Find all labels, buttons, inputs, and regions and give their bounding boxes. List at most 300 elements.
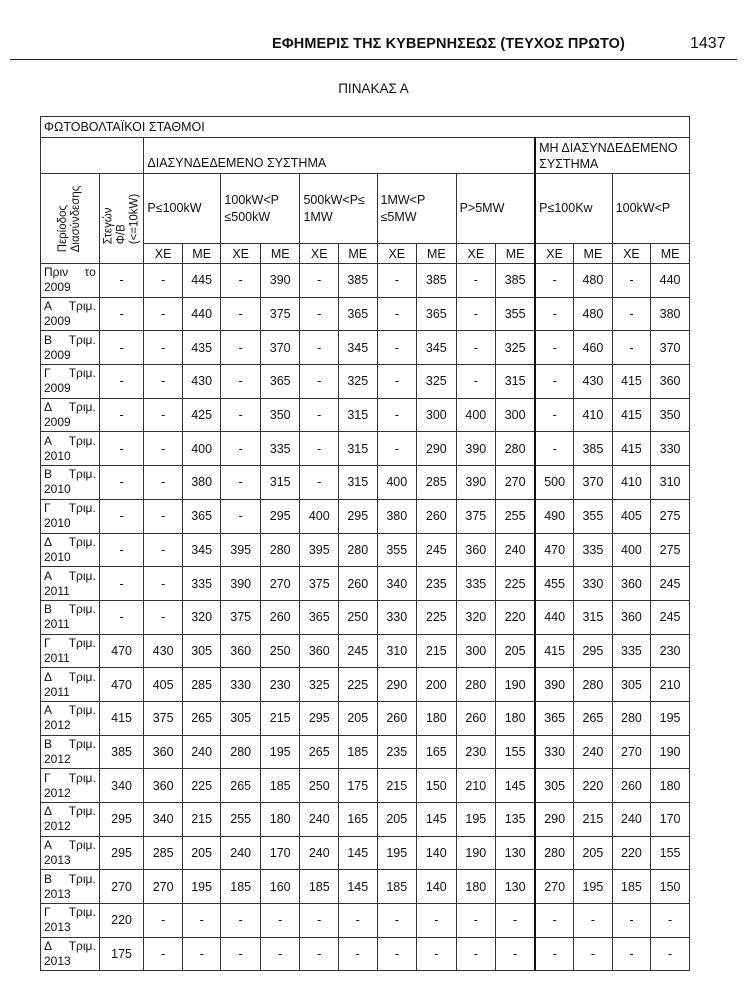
value-cell: 385 (339, 264, 378, 298)
roof-header-line2: Φ/Β (115, 223, 128, 244)
value-cell: 225 (496, 567, 536, 601)
value-cell: 360 (612, 600, 651, 634)
value-cell: 425 (182, 398, 221, 432)
value-cell: 220 (99, 904, 144, 938)
value-cell: - (377, 398, 417, 432)
value-cell: 400 (377, 466, 417, 500)
value-cell: 430 (182, 365, 221, 399)
section-connected: ΔΙΑΣΥΝΔΕΔΕΜΕΝΟ ΣΥΣΤΗΜΑ (144, 138, 535, 174)
value-cell: 400 (182, 432, 221, 466)
roof-header-line3: (<=10kW) (128, 193, 141, 244)
value-cell: 385 (99, 735, 144, 769)
table-row (41, 331, 690, 365)
value-cell: 355 (377, 533, 417, 567)
value-cell: 265 (574, 701, 613, 735)
value-cell: 240 (221, 836, 261, 870)
value-cell: 170 (260, 836, 300, 870)
value-cell: 160 (260, 870, 300, 904)
value-cell: 195 (260, 735, 300, 769)
value-cell: 275 (651, 499, 690, 533)
value-cell: - (339, 937, 378, 971)
value-cell: - (612, 297, 651, 331)
value-cell: - (300, 297, 339, 331)
value-cell: - (221, 432, 261, 466)
value-cell: - (377, 937, 417, 971)
value-cell: - (535, 365, 574, 399)
value-cell: 145 (339, 870, 378, 904)
value-cell: 305 (182, 634, 221, 668)
value-cell: - (144, 264, 183, 298)
value-cell: 355 (574, 499, 613, 533)
value-cell: 260 (260, 600, 300, 634)
value-cell: - (612, 264, 651, 298)
value-cell: 335 (574, 533, 613, 567)
value-cell: 360 (612, 567, 651, 601)
value-cell: 360 (144, 735, 183, 769)
value-cell: 400 (300, 499, 339, 533)
value-cell: - (300, 264, 339, 298)
value-cell: - (456, 297, 496, 331)
me-subheader: ΜΕ (182, 244, 221, 264)
period-cell: Β Τριμ. 2012 (41, 735, 100, 769)
value-cell: - (221, 937, 261, 971)
value-cell: 190 (651, 735, 690, 769)
xe-subheader: ΧΕ (456, 244, 496, 264)
value-cell: - (99, 297, 144, 331)
value-cell: - (339, 904, 378, 938)
value-cell: - (99, 567, 144, 601)
value-cell: - (377, 365, 417, 399)
period-cell: Γ Τριμ. 2013 (41, 904, 100, 938)
period-header-line2: Διασύνδεσης (69, 185, 82, 252)
value-cell: 330 (651, 432, 690, 466)
value-cell: 360 (144, 769, 183, 803)
value-cell: 260 (612, 769, 651, 803)
value-cell: - (651, 904, 690, 938)
value-cell: - (456, 937, 496, 971)
value-cell: - (221, 499, 261, 533)
value-cell: - (535, 331, 574, 365)
value-cell: - (99, 600, 144, 634)
value-cell: - (182, 937, 221, 971)
value-cell: 155 (651, 836, 690, 870)
value-cell: 375 (260, 297, 300, 331)
value-cell: 265 (221, 769, 261, 803)
value-cell: 380 (182, 466, 221, 500)
value-cell: 365 (417, 297, 457, 331)
value-cell: - (300, 937, 339, 971)
xe-subheader: ΧΕ (221, 244, 261, 264)
value-cell: 260 (377, 701, 417, 735)
value-cell: 240 (182, 735, 221, 769)
value-cell: 175 (99, 937, 144, 971)
value-cell: 225 (339, 668, 378, 702)
value-cell: 415 (612, 365, 651, 399)
period-header-line1: Περίοδος (56, 204, 69, 252)
value-cell: 200 (417, 668, 457, 702)
value-cell: - (300, 398, 339, 432)
value-cell: 140 (417, 870, 457, 904)
period-cell: Β Τριμ. 2013 (41, 870, 100, 904)
value-cell: 225 (417, 600, 457, 634)
value-cell: 280 (456, 668, 496, 702)
value-cell: - (99, 331, 144, 365)
value-cell: - (377, 432, 417, 466)
value-cell: 130 (496, 836, 536, 870)
table-row (41, 264, 690, 298)
value-cell: 270 (496, 466, 536, 500)
value-cell: 325 (496, 331, 536, 365)
value-cell: 340 (144, 803, 183, 837)
value-cell: 185 (339, 735, 378, 769)
value-cell: 295 (260, 499, 300, 533)
value-cell: - (417, 904, 457, 938)
value-cell: 180 (260, 803, 300, 837)
period-cell: Α Τριμ. 2012 (41, 701, 100, 735)
value-cell: 270 (144, 870, 183, 904)
period-cell: Δ Τριμ. 2011 (41, 668, 100, 702)
value-cell: 180 (651, 769, 690, 803)
value-cell: 185 (612, 870, 651, 904)
value-cell: 230 (651, 634, 690, 668)
value-cell: 390 (456, 466, 496, 500)
value-cell: 320 (456, 600, 496, 634)
value-cell: - (144, 398, 183, 432)
table-row (41, 803, 690, 837)
value-cell: 205 (182, 836, 221, 870)
value-cell: 240 (300, 803, 339, 837)
value-cell: 300 (496, 398, 536, 432)
value-cell: 405 (612, 499, 651, 533)
value-cell: 215 (260, 701, 300, 735)
category-1mw-5mw: 1MW<P ≤5MW (377, 174, 456, 244)
value-cell: 455 (535, 567, 574, 601)
table-row (41, 432, 690, 466)
value-cell: 320 (182, 600, 221, 634)
value-cell: 330 (221, 668, 261, 702)
value-cell: 300 (456, 634, 496, 668)
value-cell: 185 (221, 870, 261, 904)
value-cell: 260 (456, 701, 496, 735)
value-cell: 405 (144, 668, 183, 702)
value-cell: 250 (339, 600, 378, 634)
value-cell: 235 (377, 735, 417, 769)
value-cell: 285 (144, 836, 183, 870)
value-cell: 215 (417, 634, 457, 668)
value-cell: 410 (612, 466, 651, 500)
value-cell: 150 (417, 769, 457, 803)
value-cell: 290 (535, 803, 574, 837)
value-cell: 415 (99, 701, 144, 735)
value-cell: 430 (574, 365, 613, 399)
value-cell: - (99, 365, 144, 399)
value-cell: 335 (612, 634, 651, 668)
value-cell: 180 (496, 701, 536, 735)
value-cell: - (144, 331, 183, 365)
value-cell: 265 (182, 701, 221, 735)
roof-pv-header (99, 174, 144, 264)
value-cell: - (260, 904, 300, 938)
value-cell: 180 (417, 701, 457, 735)
value-cell: 210 (456, 769, 496, 803)
value-cell: 315 (339, 466, 378, 500)
value-cell: - (651, 937, 690, 971)
value-cell: 245 (651, 567, 690, 601)
value-cell: 435 (182, 331, 221, 365)
value-cell: 195 (182, 870, 221, 904)
value-cell: 280 (339, 533, 378, 567)
value-cell: 165 (339, 803, 378, 837)
table-row (41, 668, 690, 702)
value-cell: 415 (535, 634, 574, 668)
value-cell: 155 (496, 735, 536, 769)
period-cell: Δ Τριμ. 2012 (41, 803, 100, 837)
xe-subheader: ΧΕ (377, 244, 417, 264)
period-cell: Γ Τριμ. 2012 (41, 769, 100, 803)
value-cell: 220 (496, 600, 536, 634)
gazette-header-title: ΕΦΗΜΕΡΙΣ ΤΗΣ ΚΥΒΕΡΝΗΣΕΩΣ (ΤΕΥΧΟΣ ΠΡΩΤΟ) (272, 36, 625, 52)
value-cell: 385 (574, 432, 613, 466)
value-cell: 280 (612, 701, 651, 735)
value-cell: 290 (377, 668, 417, 702)
table-row (41, 634, 690, 668)
value-cell: 255 (496, 499, 536, 533)
value-cell: - (221, 466, 261, 500)
value-cell: 220 (612, 836, 651, 870)
value-cell: 230 (260, 668, 300, 702)
value-cell: 185 (260, 769, 300, 803)
value-cell: 260 (417, 499, 457, 533)
value-cell: - (99, 466, 144, 500)
period-cell: Β Τριμ. 2010 (41, 466, 100, 500)
value-cell: - (535, 297, 574, 331)
category-500kw-1mw: 500kW<P≤ 1MW (300, 174, 377, 244)
value-cell: 165 (417, 735, 457, 769)
value-cell: 130 (496, 870, 536, 904)
value-cell: 270 (99, 870, 144, 904)
value-cell: 345 (182, 533, 221, 567)
category-nc-100kw-p: 100kW<P (612, 174, 689, 244)
value-cell: - (456, 331, 496, 365)
table-row (41, 398, 690, 432)
value-cell: 185 (300, 870, 339, 904)
value-cell: 140 (417, 836, 457, 870)
value-cell: 395 (300, 533, 339, 567)
value-cell: - (144, 533, 183, 567)
section-non-connected: ΜΗ ΔΙΑΣΥΝΔΕΔΕΜΕΝΟ ΣΥΣΤΗΜΑ (535, 138, 689, 174)
value-cell: 280 (574, 668, 613, 702)
roof-header-line1: Στεγών (102, 207, 115, 244)
value-cell: 470 (99, 668, 144, 702)
value-cell: 360 (300, 634, 339, 668)
value-cell: 235 (417, 567, 457, 601)
value-cell: 480 (574, 297, 613, 331)
table-row (41, 735, 690, 769)
me-subheader: ΜΕ (339, 244, 378, 264)
value-cell: - (377, 264, 417, 298)
value-cell: 150 (651, 870, 690, 904)
value-cell: 295 (574, 634, 613, 668)
value-cell: - (574, 937, 613, 971)
value-cell: - (300, 904, 339, 938)
value-cell: 240 (612, 803, 651, 837)
value-cell: 400 (456, 398, 496, 432)
value-cell: 310 (377, 634, 417, 668)
period-cell: Δ Τριμ. 2013 (41, 937, 100, 971)
xe-subheader: ΧΕ (300, 244, 339, 264)
value-cell: 365 (535, 701, 574, 735)
value-cell: 180 (456, 870, 496, 904)
value-cell: 315 (260, 466, 300, 500)
value-cell: - (574, 904, 613, 938)
value-cell: 240 (574, 735, 613, 769)
value-cell: 300 (417, 398, 457, 432)
table-row (41, 870, 690, 904)
me-subheader: ΜΕ (651, 244, 690, 264)
value-cell: 315 (574, 600, 613, 634)
value-cell: 375 (300, 567, 339, 601)
value-cell: 220 (574, 769, 613, 803)
value-cell: 280 (496, 432, 536, 466)
value-cell: 350 (260, 398, 300, 432)
value-cell: - (144, 297, 183, 331)
period-cell: Γ Τριμ. 2011 (41, 634, 100, 668)
value-cell: 270 (260, 567, 300, 601)
value-cell: 325 (339, 365, 378, 399)
value-cell: - (612, 937, 651, 971)
value-cell: - (144, 466, 183, 500)
value-cell: 365 (182, 499, 221, 533)
period-header (41, 174, 100, 264)
category-p-le-100kw: P≤100kW (144, 174, 221, 244)
value-cell: 345 (417, 331, 457, 365)
value-cell: 490 (535, 499, 574, 533)
value-cell: 350 (651, 398, 690, 432)
xe-subheader: ΧΕ (612, 244, 651, 264)
value-cell: 375 (456, 499, 496, 533)
table-row (41, 567, 690, 601)
value-cell: - (144, 904, 183, 938)
value-cell: 295 (99, 803, 144, 837)
value-cell: - (456, 904, 496, 938)
value-cell: 250 (300, 769, 339, 803)
value-cell: 230 (456, 735, 496, 769)
value-cell: 385 (417, 264, 457, 298)
value-cell: 210 (651, 668, 690, 702)
header-rule (10, 59, 737, 60)
value-cell: 370 (651, 331, 690, 365)
value-cell: 360 (651, 365, 690, 399)
value-cell: 390 (535, 668, 574, 702)
value-cell: 370 (574, 466, 613, 500)
value-cell: 340 (99, 769, 144, 803)
value-cell: 145 (417, 803, 457, 837)
category-nc-p-le-100kw: P≤100Kw (535, 174, 612, 244)
value-cell: - (221, 331, 261, 365)
value-cell: - (456, 264, 496, 298)
value-cell: 295 (300, 701, 339, 735)
value-cell: 500 (535, 466, 574, 500)
value-cell: - (496, 904, 536, 938)
value-cell: 440 (651, 264, 690, 298)
period-cell: Δ Τριμ. 2010 (41, 533, 100, 567)
value-cell: 285 (417, 466, 457, 500)
table-row (41, 836, 690, 870)
table-row (41, 600, 690, 634)
value-cell: 345 (339, 331, 378, 365)
value-cell: - (535, 904, 574, 938)
value-cell: 385 (496, 264, 536, 298)
me-subheader: ΜΕ (260, 244, 300, 264)
value-cell: 330 (574, 567, 613, 601)
value-cell: 310 (651, 466, 690, 500)
value-cell: - (221, 297, 261, 331)
value-cell: 360 (456, 533, 496, 567)
period-cell: Γ Τριμ. 2010 (41, 499, 100, 533)
value-cell: - (99, 398, 144, 432)
value-cell: - (535, 432, 574, 466)
value-cell: 245 (651, 600, 690, 634)
value-cell: - (377, 297, 417, 331)
value-cell: 360 (221, 634, 261, 668)
table-row (41, 769, 690, 803)
period-cell: Πριν το 2009 (41, 264, 100, 298)
value-cell: 380 (377, 499, 417, 533)
value-cell: 415 (612, 432, 651, 466)
value-cell: 240 (496, 533, 536, 567)
value-cell: 330 (377, 600, 417, 634)
value-cell: 325 (300, 668, 339, 702)
value-cell: 245 (417, 533, 457, 567)
value-cell: 440 (182, 297, 221, 331)
value-cell: 295 (339, 499, 378, 533)
value-cell: 195 (377, 836, 417, 870)
value-cell: - (456, 365, 496, 399)
period-cell: Α Τριμ. 2011 (41, 567, 100, 601)
value-cell: 205 (377, 803, 417, 837)
value-cell: 250 (260, 634, 300, 668)
value-cell: 285 (182, 668, 221, 702)
xe-subheader: ΧΕ (535, 244, 574, 264)
value-cell: - (99, 533, 144, 567)
value-cell: 390 (260, 264, 300, 298)
value-cell: 215 (574, 803, 613, 837)
value-cell: - (300, 331, 339, 365)
table-row (41, 499, 690, 533)
value-cell: - (300, 365, 339, 399)
value-cell: 315 (496, 365, 536, 399)
value-cell: 305 (612, 668, 651, 702)
value-cell: 375 (144, 701, 183, 735)
value-cell: 410 (574, 398, 613, 432)
value-cell: 185 (377, 870, 417, 904)
value-cell: - (144, 365, 183, 399)
value-cell: 190 (456, 836, 496, 870)
period-cell: Α Τριμ. 2009 (41, 297, 100, 331)
table-row (41, 466, 690, 500)
page-number: 1437 (690, 35, 726, 52)
value-cell: 470 (99, 634, 144, 668)
category-100kw-500kw: 100kW<P ≤500kW (221, 174, 300, 244)
value-cell: 335 (182, 567, 221, 601)
value-cell: - (99, 499, 144, 533)
value-cell: 305 (221, 701, 261, 735)
value-cell: - (535, 264, 574, 298)
value-cell: 215 (182, 803, 221, 837)
table-row (41, 297, 690, 331)
table-row (41, 701, 690, 735)
value-cell: - (535, 398, 574, 432)
